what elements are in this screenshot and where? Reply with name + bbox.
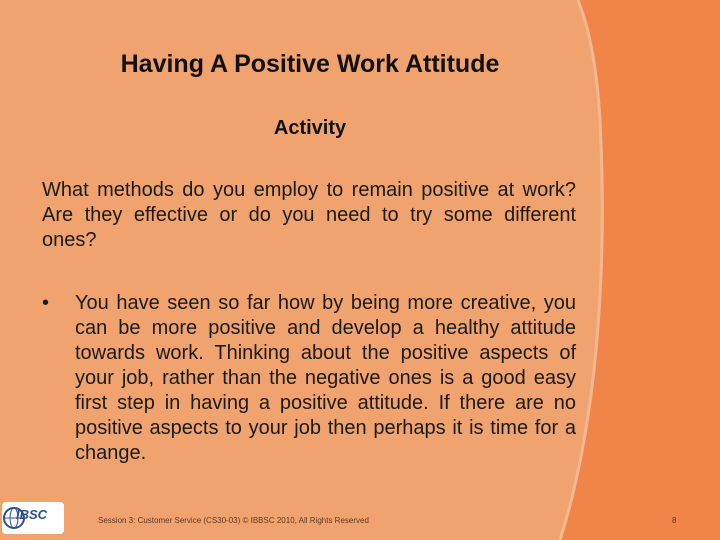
slide-title: Having A Positive Work Attitude — [120, 50, 500, 78]
ibsc-logo — [2, 502, 64, 534]
logo-text: IBSC — [16, 507, 48, 522]
bullet-item — [42, 291, 576, 466]
activity-question: What methods do you employ to remain positive at work? Are they effective or do you need to try some different ones? — [42, 179, 576, 251]
bullet-text: You have seen so far how by being more creative, you can be more positive and develop a healthy attitude towards work. Thinking about the positive aspects of your job, rather than the negative ones is a good easy first step in having a positive attitude. If there are no positive aspects to your job then perhaps it is time for a change. — [75, 292, 576, 464]
footer-text: Session 3: Customer Service (CS30-03) © IBBSC 2010, All Rights Reserved — [98, 516, 369, 525]
page-number: 8 — [672, 516, 677, 525]
bullet-marker: • — [42, 292, 50, 314]
slide-subtitle: Activity — [273, 117, 347, 139]
bullet-list — [42, 291, 576, 466]
